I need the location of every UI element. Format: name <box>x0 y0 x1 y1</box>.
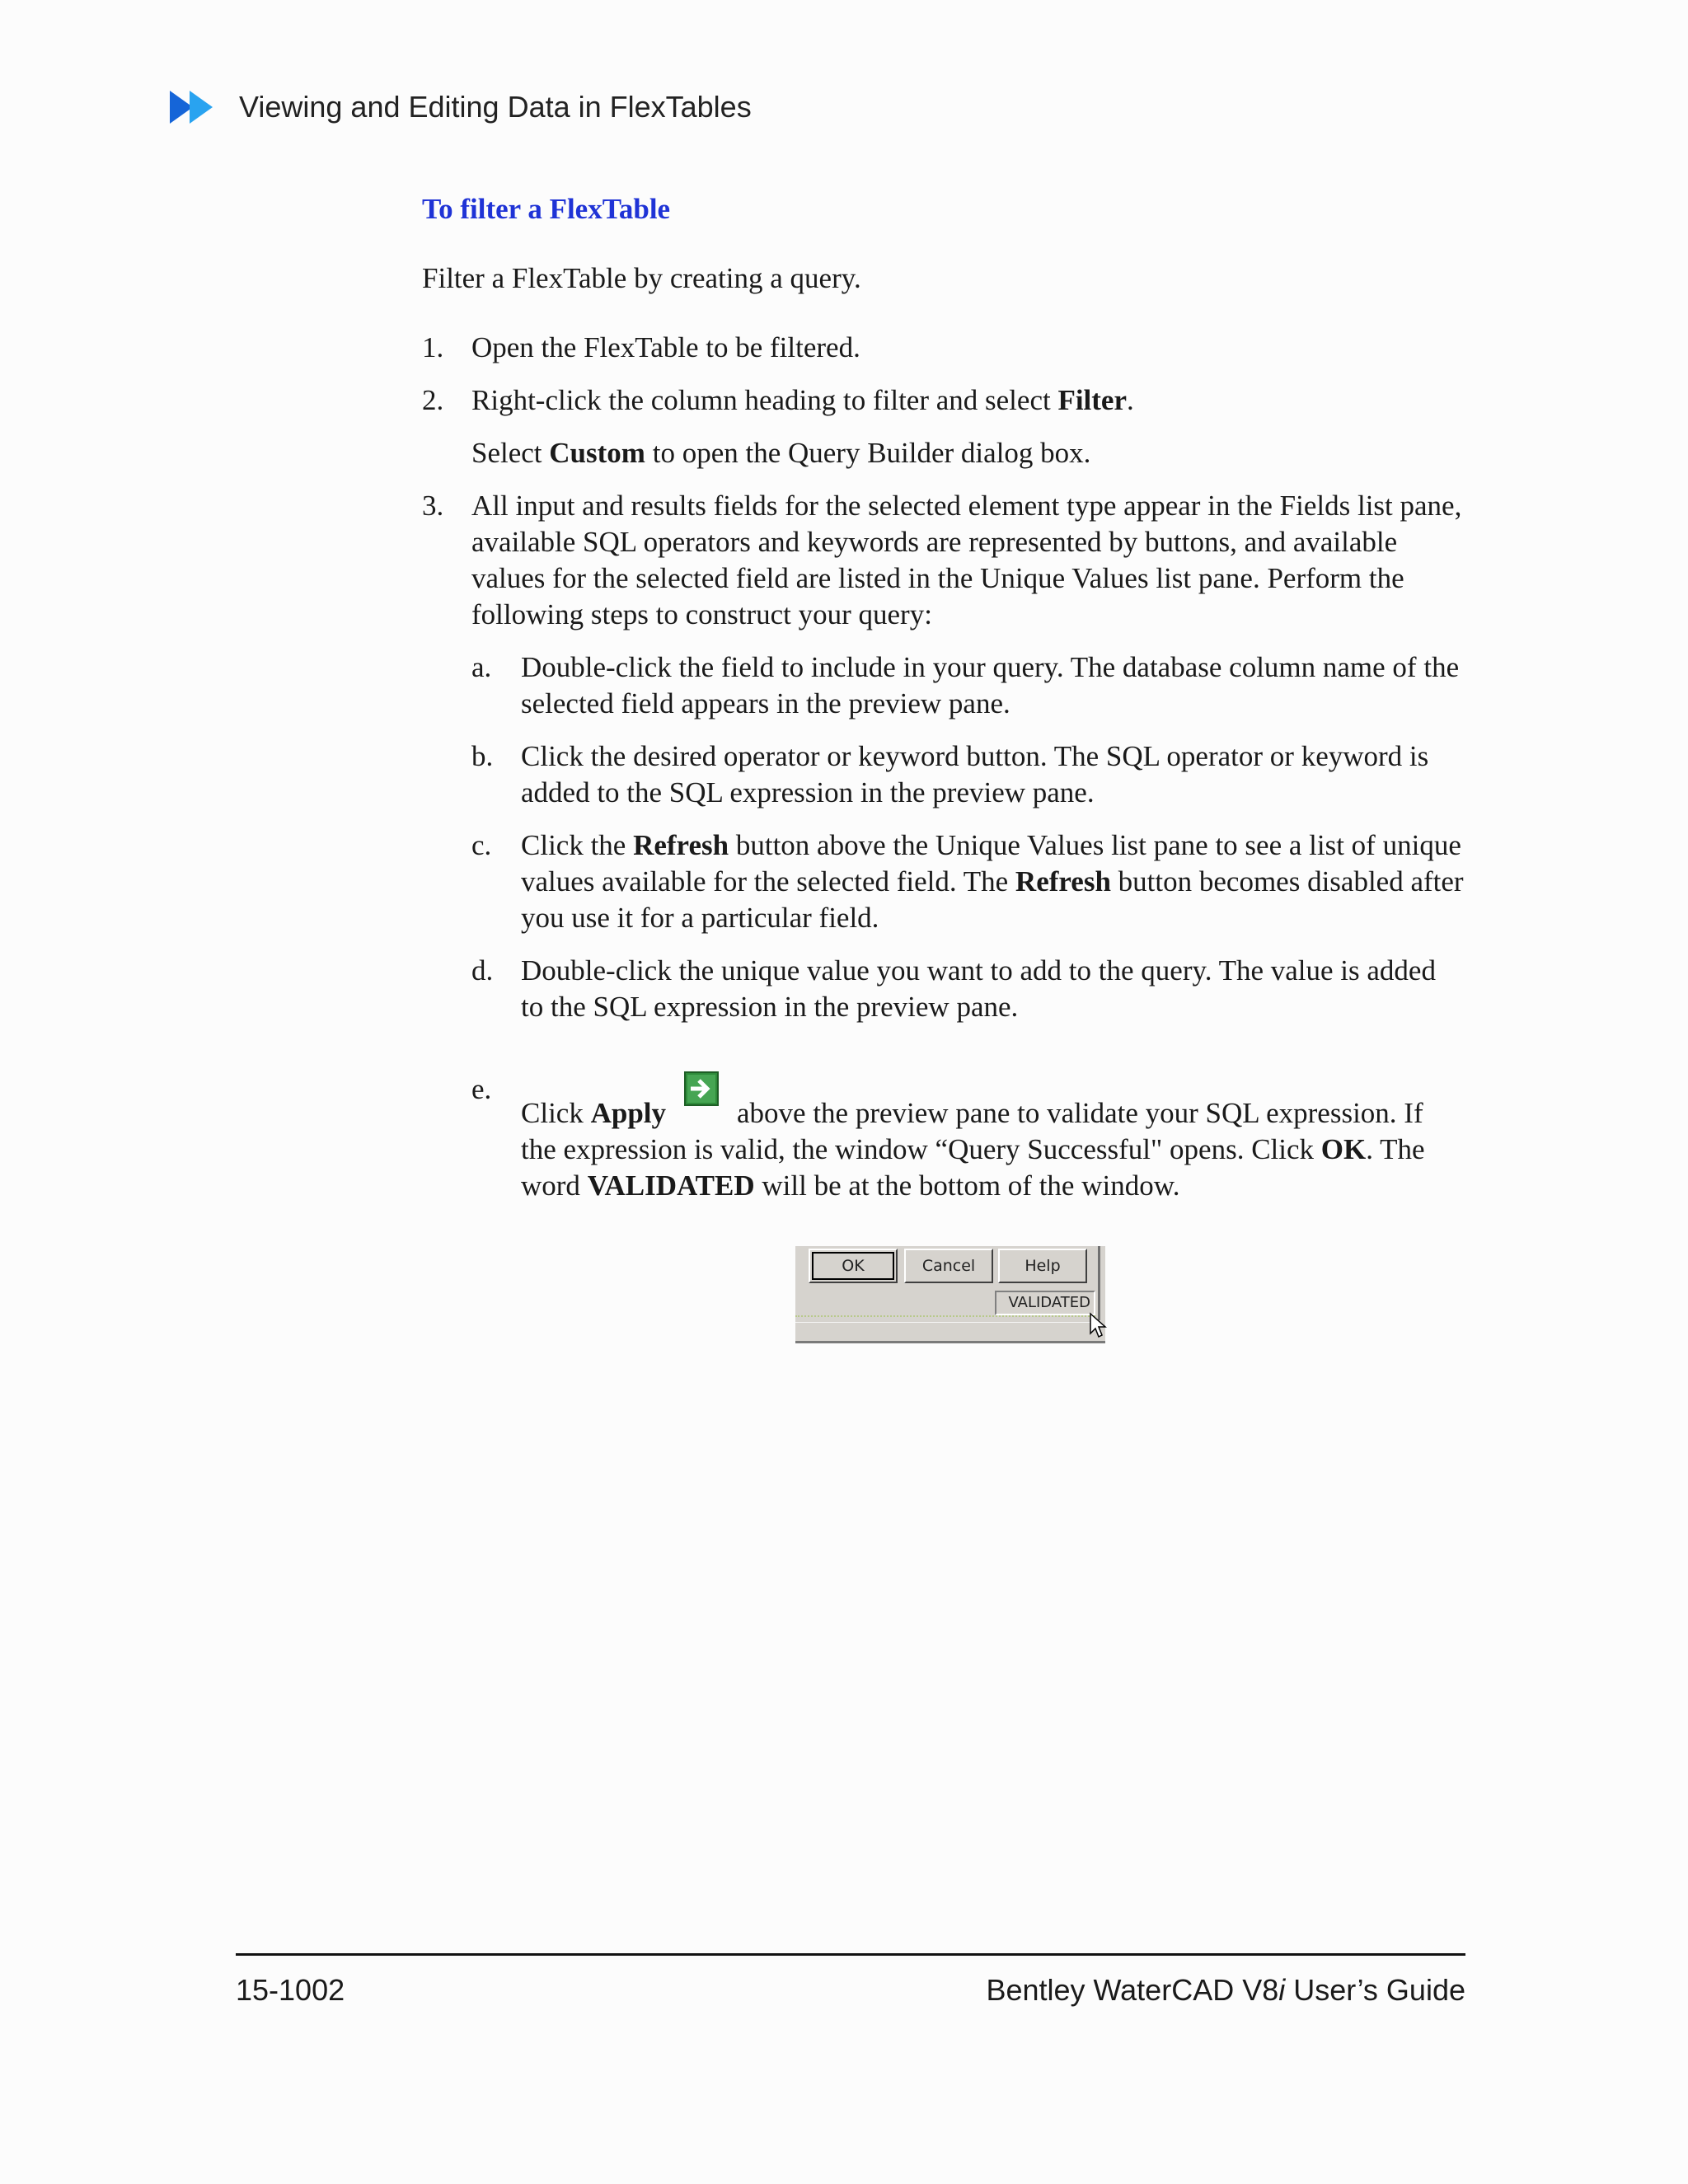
resize-cursor-icon <box>1089 1312 1107 1340</box>
guide-title: Bentley WaterCAD V8i User’s Guide <box>986 1973 1465 2007</box>
substep-c: c. Click the Refresh button above the Unique Values list pane to see a list of unique values available for the selected field. The Refresh button becomes disabled after you use it for a particular field. <box>471 829 1464 934</box>
step-subtext: Select Custom to open the Query Builder dialog box. <box>471 437 1091 469</box>
divider <box>795 1322 1095 1323</box>
procedure <box>422 188 1464 1221</box>
divider <box>795 1315 1095 1317</box>
substep-e: e. Click Apply above the preview pane to validate your SQL expression. If the expression is valid, the window “Query Successful" opens. Click OK. The word VALIDATED will be at the bottom of the window. <box>471 1073 1425 1202</box>
substep-b: b. Click the desired operator or keyword button. The SQL operator or keyword is added to the SQL expression in the preview pane. <box>471 740 1429 808</box>
header-title: Viewing and Editing Data in FlexTables <box>239 90 752 124</box>
divider <box>795 1341 1105 1343</box>
query-builder-dialog-fragment <box>795 1246 1105 1343</box>
substep-a: a. Double-click the field to include in your query. The database column name of the selected field appears in the preview pane. <box>471 651 1460 719</box>
cancel-button[interactable]: Cancel <box>904 1249 993 1283</box>
step-number: 1. <box>422 331 444 363</box>
step-number: 3. <box>422 490 444 522</box>
step-text: Right-click the column heading to filter and select Filter. <box>471 384 1134 416</box>
step-text: Open the FlexTable to be filtered. <box>471 331 860 363</box>
procedure-intro: Filter a FlexTable by creating a query. <box>422 262 861 294</box>
dialog-edge <box>1098 1246 1100 1320</box>
ok-button[interactable]: OK <box>809 1249 898 1283</box>
status-bar-validated: VALIDATED <box>995 1291 1095 1315</box>
page-number: 15-1002 <box>236 1973 345 2007</box>
page-header <box>170 89 752 125</box>
apply-arrow-icon <box>684 1071 719 1106</box>
footer-rule <box>236 1953 1465 1956</box>
help-button[interactable]: Help <box>998 1249 1087 1283</box>
step-3 <box>422 488 1464 1204</box>
substep-d: d. Double-click the unique value you want to add to the query. The value is added to the SQL expression in the preview pane. <box>471 954 1436 1023</box>
step-2 <box>422 382 1464 471</box>
substep-list <box>471 649 1464 1204</box>
double-arrow-icon <box>170 89 223 125</box>
step-number: 2. <box>422 384 444 416</box>
step-text: All input and results fields for the selected element type appear in the Fields list pane, available SQL operators and keywords are represented by buttons, and available values for the selected field are listed in the Unique Values list pane. Perform the following steps to construct your query: <box>471 490 1462 630</box>
procedure-title: To filter a FlexTable <box>422 193 671 225</box>
step-1 <box>422 330 1464 366</box>
